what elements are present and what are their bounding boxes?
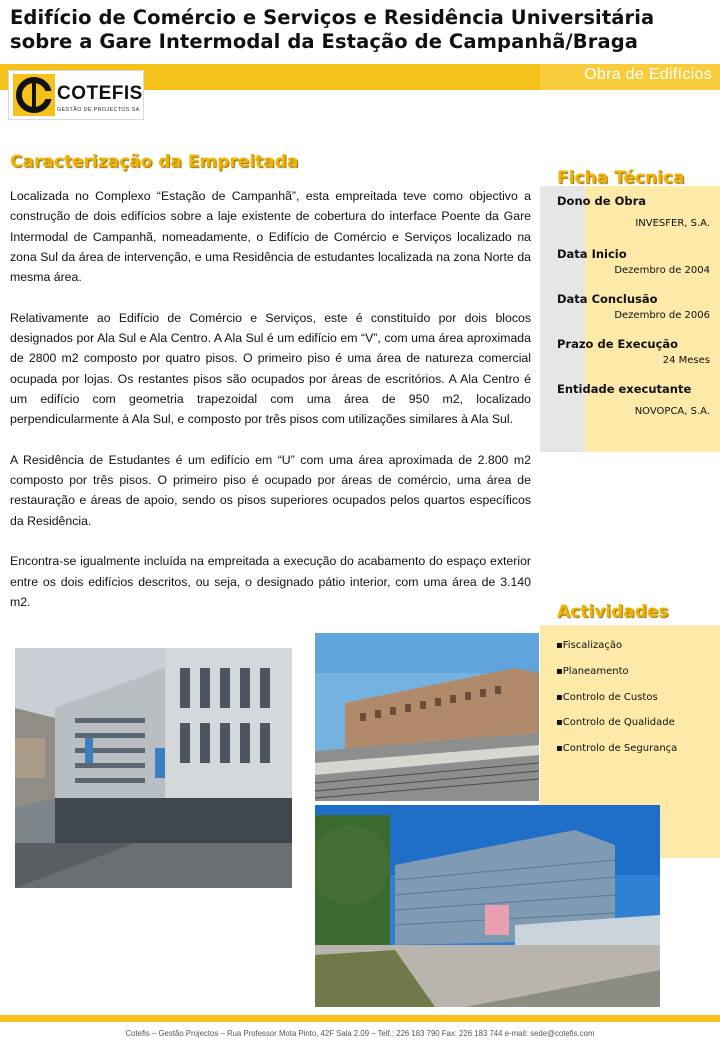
paragraph: Relativamente ao Edifício de Comércio e Serviços, este é constituído por dois blocos designados por Ala Sul e Ala Centro. A Ala Sul é um edifício em “V”, com uma área aproximada de 2800 m2 composto por quatro pisos. O primeiro piso é uma área de natureza comercial ocupada por lojas. Os restantes pisos são ocupados por áreas de escritórios. A Ala Centro é um edifício com geometria trapezoidal com uma área de 950 m2, localizado perpendicularmente à Ala Sul, e composto por três pisos com utilizações similares à Ala Sul.	[10, 310, 531, 427]
ficha-label: Entidade executante	[557, 382, 692, 396]
ficha-label: Data Conclusão	[557, 292, 658, 306]
ficha-item-dono	[555, 190, 715, 235]
logo-mark-icon	[13, 74, 55, 116]
ficha-label: Data Inicio	[557, 247, 627, 261]
list-item: ▪Fiscalização	[556, 640, 623, 651]
ficha-value: 24 Meses	[662, 355, 710, 366]
paragraph: Encontra-se igualmente incluída na empreitada a execução do acabamento do espaço exterior entre os dois edifícios descritos, ou seja, o designado pátio interior, com uma área de 3.140 m2.	[10, 554, 531, 609]
list-item: ▪Controlo de Custos	[556, 691, 658, 703]
ficha-value: Dezembro de 2006	[614, 310, 710, 321]
logo-tagline: GESTÃO DE PROJECTOS SA	[57, 107, 140, 113]
ficha-value: NOVOPCA, S.A.	[634, 406, 710, 417]
ficha-item-prazo	[555, 333, 715, 378]
actividades-heading: Actividades	[557, 602, 669, 622]
list-item: ▪Planeamento	[556, 665, 629, 677]
paragraph: Localizada no Complexo “Estação de Campanhã”, esta empreitada teve como objectivo a construção de dois edifícios sobre a laje existente de cobertura do interface Poente da Gare Intermodal de Campanhã, nomeadamente, o Edifício de Comércio e Serviços localizado na zona Sul da área de intervenção, e uma Residência de estudantes localizada na zona Norte da mesma área.	[10, 189, 531, 285]
ficha-value: INVESFER, S.A.	[635, 218, 710, 229]
ficha-label: Prazo de Execução	[557, 337, 679, 351]
ficha-list	[555, 190, 715, 423]
photo-building-street	[15, 648, 292, 888]
ficha-value: Dezembro de 2004	[614, 265, 710, 276]
ficha-item-conclusao	[555, 288, 715, 333]
actividades-list	[556, 640, 677, 769]
characterization-text	[10, 186, 531, 633]
page-title	[10, 6, 715, 54]
ficha-label: Dono de Obra	[557, 194, 647, 208]
ficha-item-entidade	[555, 378, 715, 423]
list-item: ▪Controlo de Qualidade	[556, 717, 675, 729]
page-title-line-2: sobre a Gare Intermodal da Estação de Campanhã/Braga	[10, 30, 639, 53]
paragraph: A Residência de Estudantes é um edifício em “U” com uma área aproximada de 2.800 m2 composto por três pisos. O primeiro piso é ocupado por áreas de comércio, uma área de restauração e áreas de apoio, sendo os pisos superiores ocupados pelos quartos específicos da Residência.	[10, 452, 531, 528]
company-logo	[8, 70, 144, 120]
ficha-item-inicio	[555, 243, 715, 288]
characterization-heading: Caracterização da Empreitada	[10, 152, 299, 172]
footer-contact: Cotefis – Gestão Projectos – Rua Professor Mota Pinto, 42F Sala 2.09 – Telf.: 226 183 790 Fax: 226 183 744 e-mail: sede@cotefis.com	[125, 1029, 595, 1038]
footer-rule	[0, 1015, 720, 1022]
page-title-line-1: Edifício de Comércio e Serviços e Residência Universitária	[10, 6, 655, 29]
photo-station-aerial	[315, 633, 539, 801]
photo-glass-building	[315, 805, 660, 1007]
section-label: Obra de Edifícios	[584, 66, 712, 83]
ficha-heading: Ficha Técnica	[557, 168, 685, 188]
list-item: ▪Controlo de Segurança	[556, 743, 678, 755]
logo-name: COTEFIS	[57, 83, 143, 104]
